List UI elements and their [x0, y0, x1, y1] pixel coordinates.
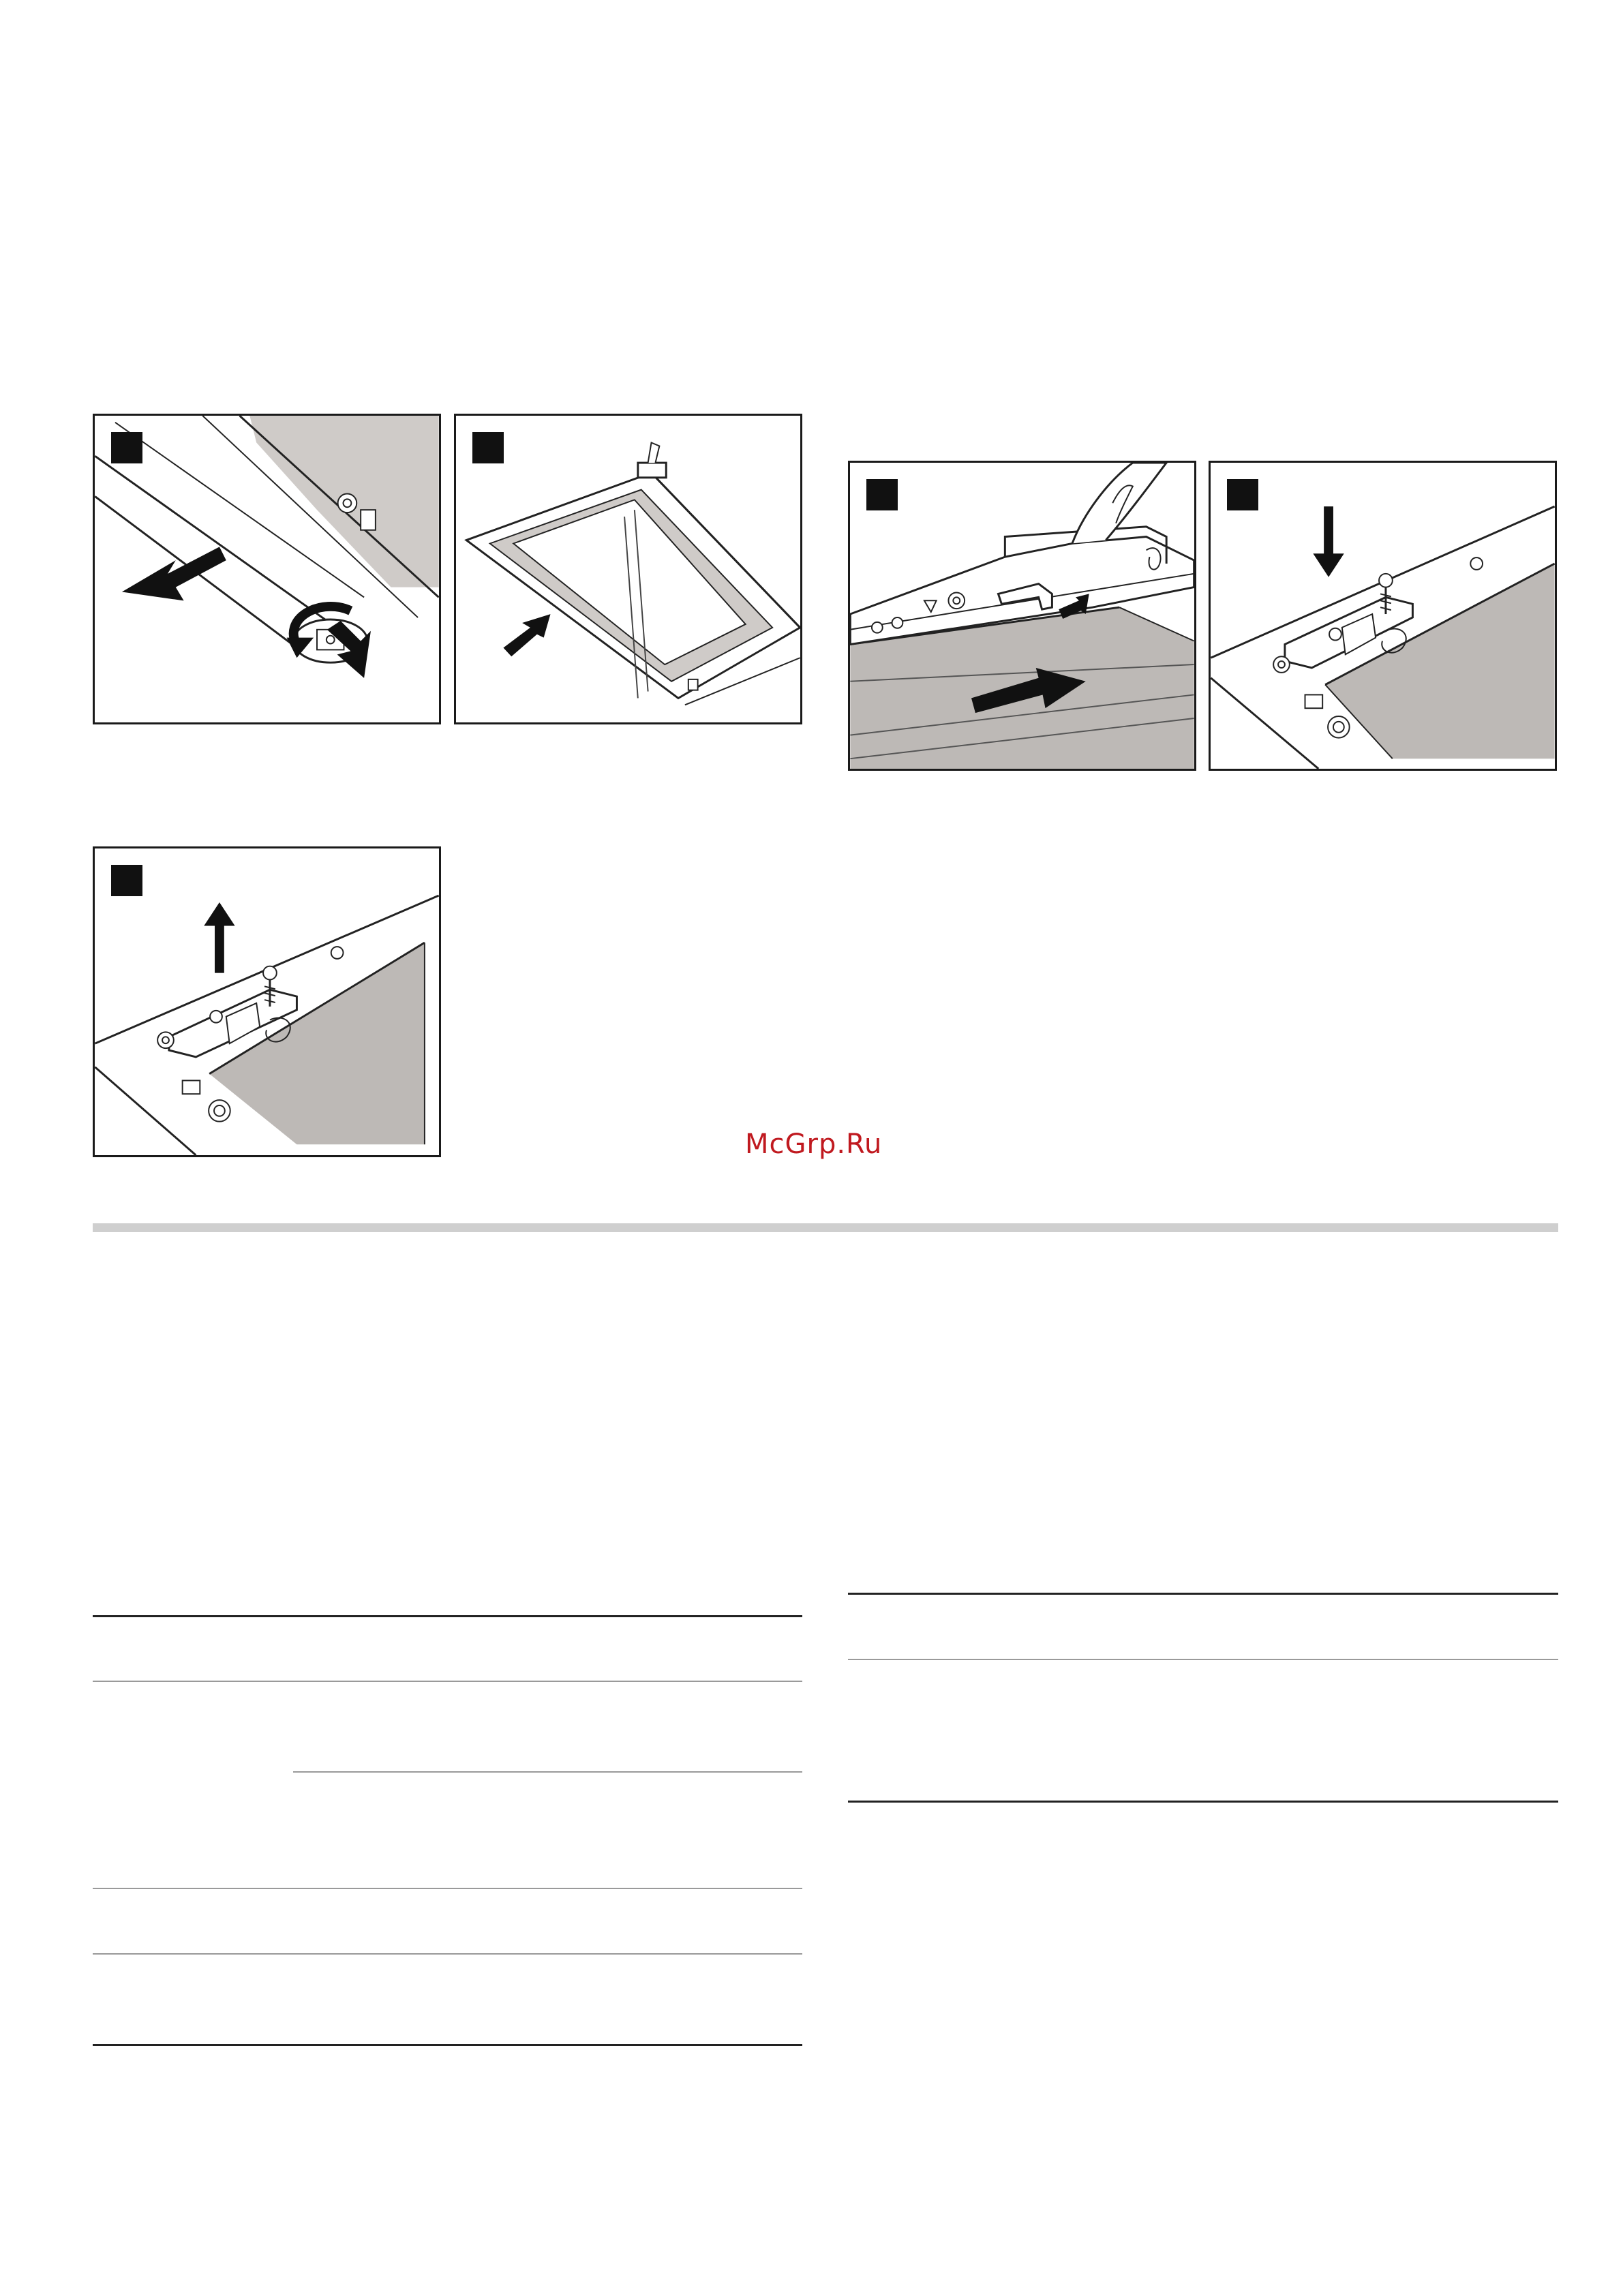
remove-glass-pane-illustration [456, 416, 800, 722]
step-number-badge [866, 479, 898, 510]
fit-screw-illustration [1211, 463, 1555, 769]
table-rule [93, 1615, 802, 1617]
step-number-badge [472, 432, 504, 463]
table-rule [293, 1771, 802, 1773]
remove-screw-illustration [95, 848, 439, 1155]
step-number-badge [111, 432, 142, 463]
door-hinge-release-illustration [95, 416, 439, 722]
table-rule [848, 1801, 1558, 1803]
table-rule [848, 1593, 1558, 1595]
figure-3 [848, 461, 1196, 771]
watermark: McGrp.Ru [745, 1129, 883, 1160]
table-rule [93, 1888, 802, 1889]
table-rule [93, 2044, 802, 2046]
table-rule [848, 1659, 1558, 1660]
table-rule [93, 1953, 802, 1955]
figure-4 [1209, 461, 1557, 771]
figure-1 [93, 414, 441, 724]
figure-5 [93, 846, 441, 1157]
figure-2 [454, 414, 802, 724]
insert-glass-pane-illustration [850, 463, 1194, 769]
step-number-badge [111, 865, 142, 896]
table-rule [93, 1681, 802, 1682]
step-number-badge [1227, 479, 1258, 510]
section-divider [93, 1223, 1558, 1232]
